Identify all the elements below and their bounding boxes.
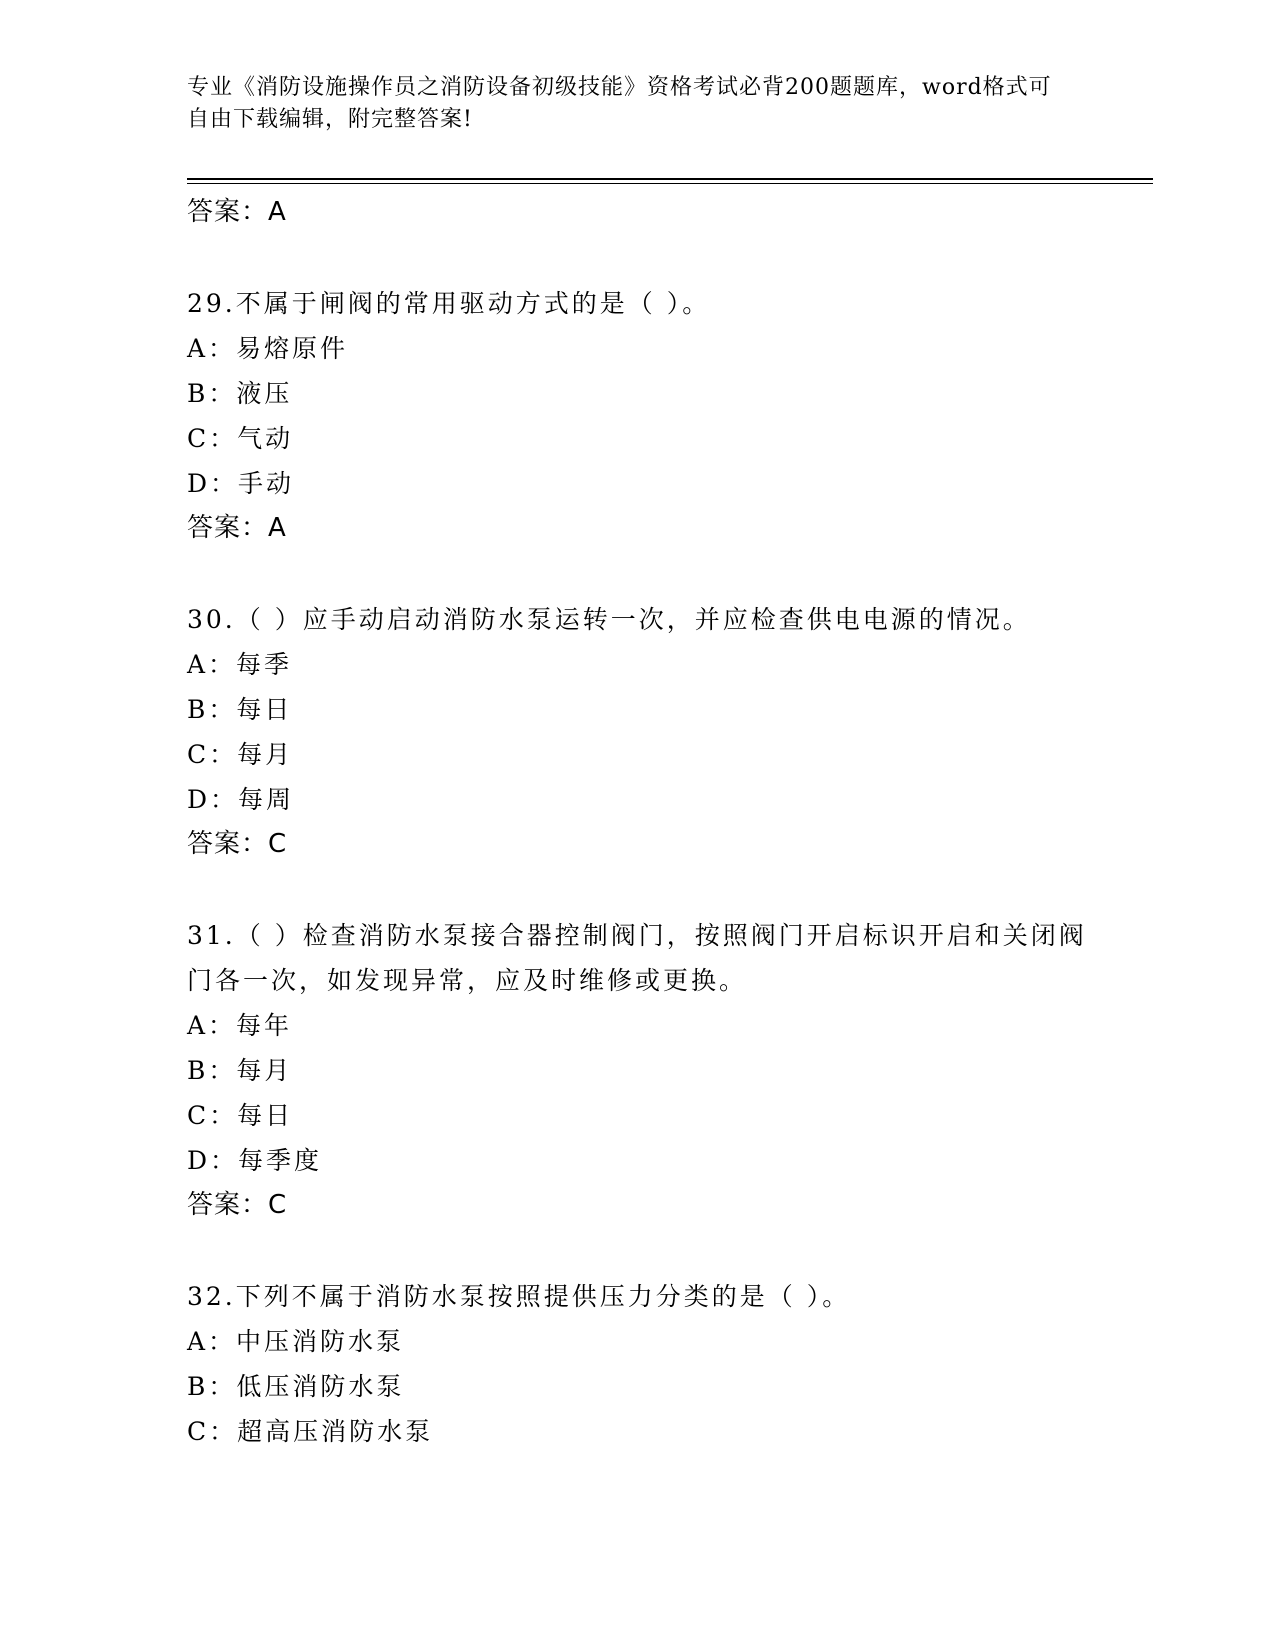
option-d: D：每季度 [187, 1146, 323, 1175]
option-c: C：每日 [187, 1101, 294, 1130]
question-stem: 29.不属于闸阀的常用驱动方式的是（ ）。 [187, 289, 711, 318]
question-block [187, 913, 1087, 1228]
question-block [187, 597, 1087, 867]
option-a: A：中压消防水泵 [187, 1327, 405, 1356]
question-block [187, 281, 1087, 551]
document-header-title: 专业《消防设施操作员之消防设备初级技能》资格考试必背200题题库，word格式可自由下载编辑，附完整答案! [187, 75, 1052, 132]
option-a: A：易熔原件 [187, 334, 349, 363]
spacer [187, 867, 1087, 913]
document-content [187, 190, 1087, 1454]
answer-line: 答案：C [187, 829, 288, 859]
option-c: C：气动 [187, 424, 294, 453]
answer-line: 答案：C [187, 1190, 288, 1220]
option-b: B：液压 [187, 379, 293, 408]
question-stem: 31.（ ）检查消防水泵接合器控制阀门，按照阀门开启标识开启和关闭阀门各一次，如发现异常，应及时维修或更换。 [187, 921, 1087, 995]
question-stem: 32.下列不属于消防水泵按照提供压力分类的是（ ）。 [187, 1282, 851, 1311]
option-c: C：超高压消防水泵 [187, 1417, 434, 1446]
option-b: B：每日 [187, 695, 293, 724]
question-stem: 30.（ ）应手动启动消防水泵运转一次，并应检查供电电源的情况。 [187, 605, 1031, 634]
question-block [187, 1274, 1087, 1454]
option-d: D：每周 [187, 785, 295, 814]
spacer [187, 235, 1087, 281]
option-d: D：手动 [187, 469, 295, 498]
option-a: A：每季 [187, 650, 293, 679]
spacer [187, 551, 1087, 597]
option-b: B：每月 [187, 1056, 293, 1085]
spacer [187, 1228, 1087, 1274]
option-b: B：低压消防水泵 [187, 1372, 405, 1401]
answer-line: 答案：A [187, 513, 287, 543]
header-divider-thin [187, 183, 1153, 184]
option-c: C：每月 [187, 740, 294, 769]
option-a: A：每年 [187, 1011, 293, 1040]
answer-line: 答案：A [187, 197, 287, 227]
header-divider-thick [187, 178, 1153, 180]
